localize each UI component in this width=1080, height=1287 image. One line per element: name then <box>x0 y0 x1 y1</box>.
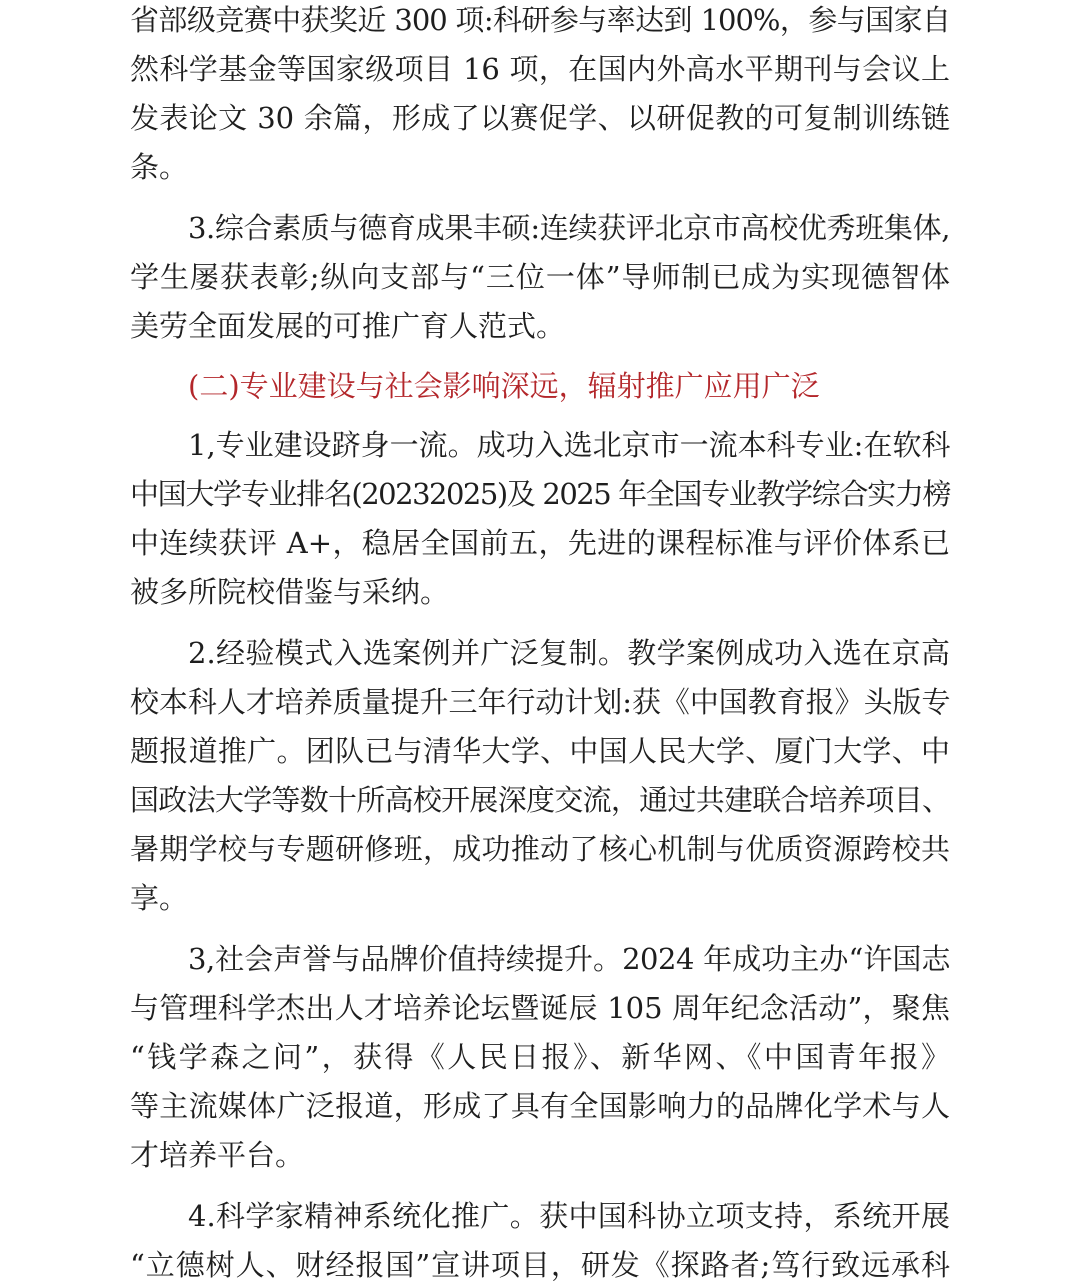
paragraph-line: 等主流媒体广泛报道，形成了具有全国影响力的品牌化学术与人 <box>130 1089 950 1123</box>
paragraph-line: 3,社会声誉与品牌价值持续提升。2024 年成功主办“许国志 <box>188 942 950 976</box>
paragraph-line: 学生屡获表彰;纵向支部与“三位一体”导师制已成为实现德智体 <box>130 260 950 294</box>
paragraph-line: 暑期学校与专题研修班，成功推动了核心机制与优质资源跨校共 <box>130 832 950 866</box>
paragraph-line: 校本科人才培养质量提升三年行动计划:获《中国教育报》头版专 <box>130 685 950 719</box>
paragraph-line: 2.经验模式入选案例并广泛复制。教学案例成功入选在京高 <box>188 636 950 670</box>
paragraph-line: 然科学基金等国家级项目 16 项，在国内外高水平期刊与会议上 <box>130 52 950 86</box>
paragraph-line: “钱学森之问”，获得《人民日报》、新华网、《中国青年报》 <box>130 1040 950 1074</box>
paragraph-line: 发表论文 30 余篇，形成了以赛促学、以研促教的可复制训练链 <box>130 101 950 135</box>
paragraph-line: 美劳全面发展的可推广育人范式。 <box>130 309 566 343</box>
paragraph-line: 3.综合素质与德育成果丰硕:连续获评北京市高校优秀班集体, <box>188 211 950 245</box>
paragraph-line: 才培养平台。 <box>130 1138 305 1172</box>
paragraph-line: 中连续获评 A+，稳居全国前五，先进的课程标准与评价体系已 <box>130 526 950 560</box>
paragraph-line: 条。 <box>130 150 189 184</box>
paragraph-line: 省部级竞赛中获奖近 300 项:科研参与率达到 100%，参与国家自 <box>130 3 950 37</box>
paragraph-line: 题报道推广。团队已与清华大学、中国人民大学、厦门大学、中 <box>130 734 950 768</box>
paragraph-line: 与管理科学杰出人才培养论坛暨诞辰 105 周年纪念活动”，聚焦 <box>130 991 950 1025</box>
paragraph-line: 国政法大学等数十所高校开展深度交流，通过共建联合培养项目、 <box>130 783 950 817</box>
paragraph-line: 享。 <box>130 881 189 915</box>
paragraph-line: 中国大学专业排名(20232025)及 2025 年全国专业教学综合实力榜 <box>130 477 950 511</box>
paragraph-line: “立德树人、财经报国”宣讲项目，研发《探路者;笃行致远承科 <box>130 1248 950 1282</box>
paragraph-line: 4.科学家精神系统化推广。获中国科协立项支持，系统开展 <box>188 1199 950 1233</box>
paragraph-line: 被多所院校借鉴与采纳。 <box>130 575 450 609</box>
paragraph-line: 1,专业建设跻身一流。成功入选北京市一流本科专业:在软科 <box>188 428 951 462</box>
section-heading: (二)专业建设与社会影响深远，辐射推广应用广泛 <box>188 369 820 403</box>
